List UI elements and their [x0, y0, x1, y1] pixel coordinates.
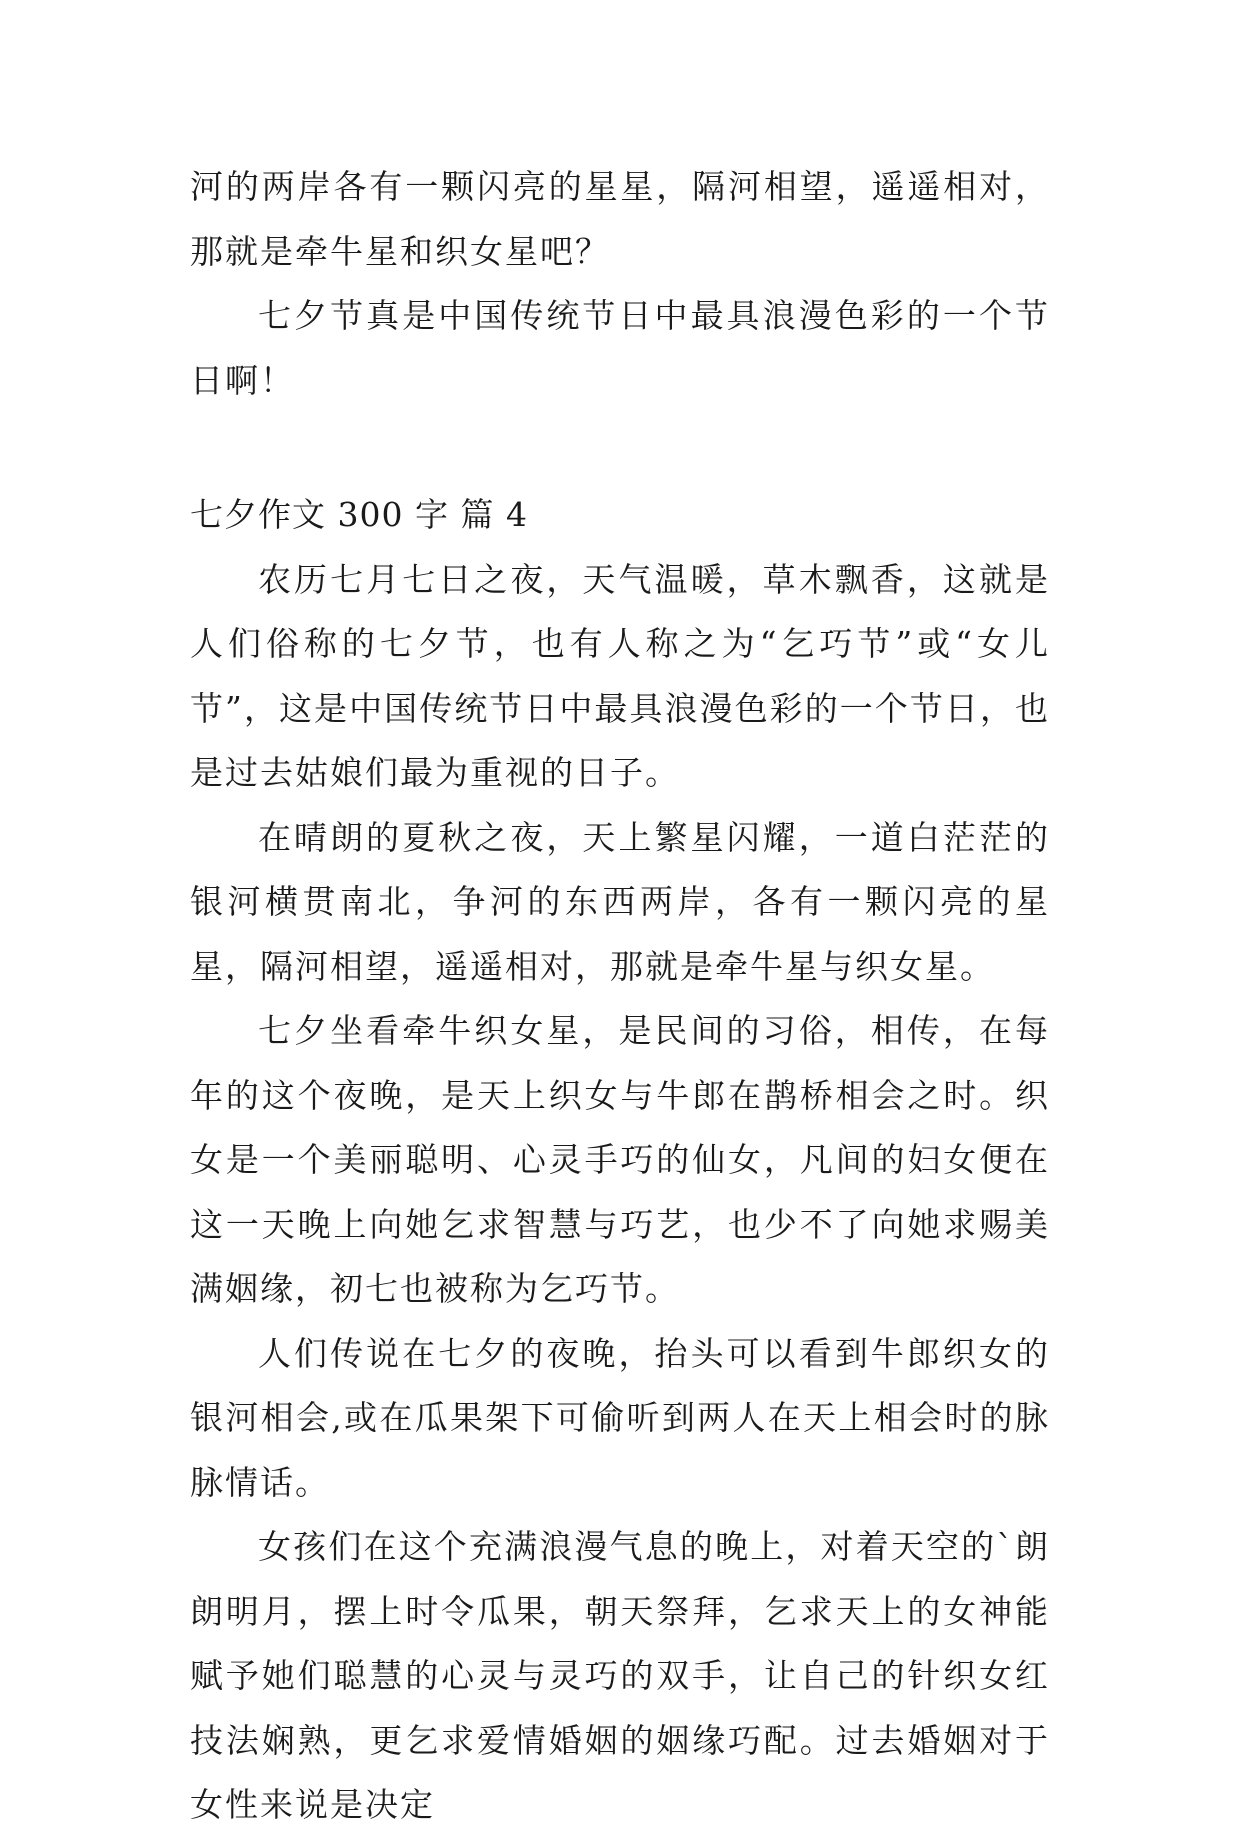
paragraph: 女孩们在这个充满浪漫气息的晚上，对着天空的`朗朗明月，摆上时令瓜果，朝天祭拜，乞求天上的女神能赋予她们聪慧的心灵与灵巧的双手，让自己的针织女红技法娴熟，更乞求爱情婚姻的姻缘巧配。过去婚姻对于女性来说是决定 — [190, 1527, 1050, 1824]
paragraph: 农历七月七日之夜，天气温暖，草木飘香，这就是人们俗称的七夕节，也有人称之为“乞巧节”或“女儿节”，这是中国传统节日中最具浪漫色彩的一个节日，也是过去姑娘们最为重视的日子。 — [190, 559, 1050, 792]
paragraph-conclusion: 七夕节真是中国传统节日中最具浪漫色彩的一个节日啊！ — [190, 296, 1050, 400]
paragraph: 七夕坐看牵牛织女星，是民间的习俗，相传，在每年的这个夜晚，是天上织女与牛郎在鹊桥相会之时。织女是一个美丽聪明、心灵手巧的仙女，凡间的妇女便在这一天晚上向她乞求智慧与巧艺，也少不了向她求赐美满姻缘，初七也被称为乞巧节。 — [190, 1011, 1050, 1308]
section-spacer — [190, 413, 1050, 483]
paragraph: 在晴朗的夏秋之夜，天上繁星闪耀，一道白茫茫的银河横贯南北，争河的东西两岸，各有一颗闪亮的星星，隔河相望，遥遥相对，那就是牵牛星与织女星。 — [190, 817, 1050, 986]
section-title: 七夕作文 300 字 篇 4 — [190, 495, 528, 534]
paragraph-continued: 河的两岸各有一颗闪亮的星星，隔河相望，遥遥相对，那就是牵牛星和织女星吧？ — [190, 167, 1050, 271]
document-body — [190, 155, 1050, 1838]
paragraph: 人们传说在七夕的夜晚，抬头可以看到牛郎织女的银河相会,或在瓜果架下可偷听到两人在天上相会时的脉脉情话。 — [190, 1333, 1050, 1502]
